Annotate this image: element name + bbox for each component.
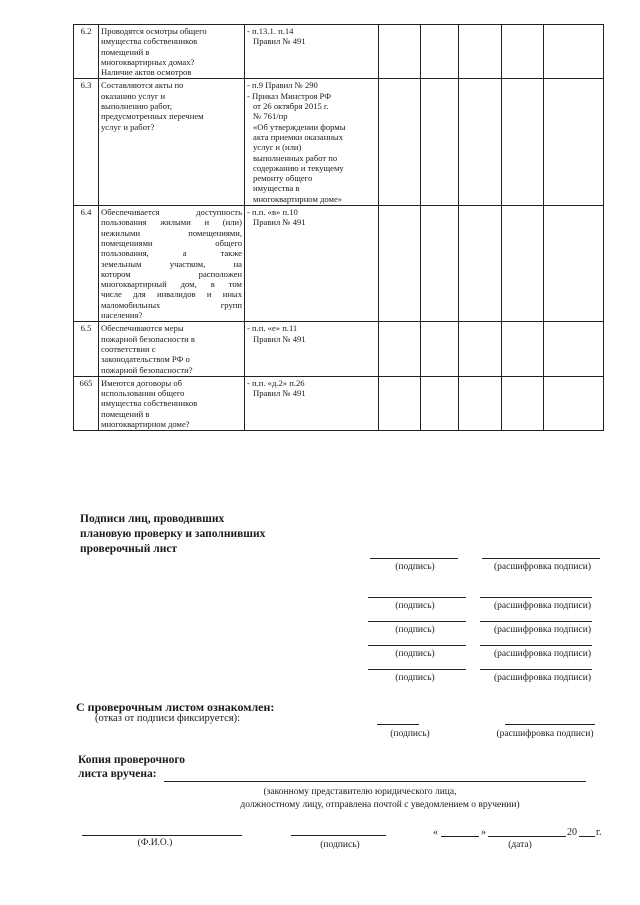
question-line: помещениями общего xyxy=(101,237,242,248)
comment-cell[interactable] xyxy=(544,79,604,206)
acquainted-heading: С проверочным листом ознакомлен: xyxy=(76,700,275,714)
reference-line: акта приемки оказанных xyxy=(253,131,344,142)
answer-extra-cell[interactable] xyxy=(502,25,544,79)
date-open-quote: « xyxy=(433,827,438,838)
copy-sign-line[interactable] xyxy=(291,835,386,836)
comment-cell[interactable] xyxy=(544,25,604,79)
question-line: многоквартирном доме? xyxy=(101,418,190,429)
decode-line[interactable] xyxy=(480,645,592,646)
answer-no-cell[interactable] xyxy=(421,376,459,430)
comment-cell[interactable] xyxy=(544,206,604,322)
signature-line[interactable] xyxy=(368,597,466,598)
question-line: выполнению работ, xyxy=(101,101,173,112)
question-line: населения? xyxy=(101,310,143,321)
reference-line: имущества в xyxy=(253,183,300,194)
signatures-heading-line-2: плановую проверку и заполнивших xyxy=(80,528,266,540)
signature-label: (подпись) xyxy=(395,562,435,572)
table-row xyxy=(74,79,604,206)
reference-line: - п.п. «е» п.11 xyxy=(247,323,298,334)
acquainted-sign-label: (подпись) xyxy=(390,729,430,739)
date-month-line[interactable] xyxy=(488,836,566,837)
row-number: 6.5 xyxy=(74,322,99,376)
answer-no-cell[interactable] xyxy=(421,206,459,322)
question-line: имущества собственников xyxy=(101,398,198,409)
reference-cell xyxy=(245,25,379,79)
question-line: числе для инвалидов и иных xyxy=(101,289,242,300)
reference-line: ремонту общего xyxy=(253,173,313,184)
answer-no-cell[interactable] xyxy=(421,79,459,206)
fio-line[interactable] xyxy=(82,835,242,836)
question-line: Составляются акты по xyxy=(101,80,184,91)
answer-extra-cell[interactable] xyxy=(502,376,544,430)
reference-line: многоквартирном доме» xyxy=(253,193,343,204)
signature-line[interactable] xyxy=(368,645,466,646)
copy-hint-2: должностному лицу, отправлена почтой с уведомлением о вручении) xyxy=(240,800,520,810)
reference-line: услуг и (или) xyxy=(253,142,302,153)
question-line: Наличие актов осмотров xyxy=(101,67,192,78)
question-cell xyxy=(99,206,245,322)
copy-recipient-line[interactable] xyxy=(164,781,586,782)
decode-label: (расшифровка подписи) xyxy=(494,601,591,611)
table-row xyxy=(74,376,604,430)
reference-cell xyxy=(245,322,379,376)
signatures-heading-line-3: проверочный лист xyxy=(80,543,178,555)
question-line: пользования жилыми и (или) xyxy=(101,217,242,228)
reference-line: - п.п. «в» п.10 xyxy=(247,207,298,218)
table-row xyxy=(74,206,604,322)
decode-label: (расшифровка подписи) xyxy=(494,625,591,635)
date-close-quote: » xyxy=(481,827,486,838)
reference-line: Правил № 491 xyxy=(253,388,306,399)
reference-line: - п.13.1. п.14 xyxy=(247,26,294,36)
answer-na-cell[interactable] xyxy=(459,206,502,322)
date-year-prefix: 20 xyxy=(567,827,577,838)
signature-label: (подпись) xyxy=(395,625,435,635)
decode-label: (расшифровка подписи) xyxy=(494,649,591,659)
comment-cell[interactable] xyxy=(544,376,604,430)
question-cell xyxy=(99,376,245,430)
reference-line: Правил № 491 xyxy=(253,36,306,47)
signature-label: (подпись) xyxy=(395,673,435,683)
question-line: использовании общего xyxy=(101,388,185,399)
question-line: имущества собственников xyxy=(101,36,198,47)
question-line: законодательством РФ о xyxy=(101,354,190,365)
date-year-line[interactable] xyxy=(579,836,595,837)
question-line: пожарной безопасности в xyxy=(101,333,195,344)
reference-line: Правил № 491 xyxy=(253,333,306,344)
row-number: 6.3 xyxy=(74,79,99,206)
signature-label: (подпись) xyxy=(395,649,435,659)
row-number: 665 xyxy=(74,376,99,430)
question-line: Обеспечиваются меры xyxy=(101,323,184,334)
answer-yes-cell[interactable] xyxy=(379,79,421,206)
answer-no-cell[interactable] xyxy=(421,322,459,376)
answer-yes-cell[interactable] xyxy=(379,206,421,322)
answer-extra-cell[interactable] xyxy=(502,79,544,206)
answer-na-cell[interactable] xyxy=(459,79,502,206)
reference-line: - п.п. «д.2» п.26 xyxy=(247,377,305,388)
question-line: помещений в xyxy=(101,46,150,57)
question-cell xyxy=(99,25,245,79)
copy-sign-label: (подпись) xyxy=(320,840,360,850)
decode-line[interactable] xyxy=(482,558,600,559)
checklist-table xyxy=(73,24,604,431)
question-line: многоквартирный дом, в том xyxy=(101,279,242,290)
answer-no-cell[interactable] xyxy=(421,25,459,79)
reference-cell xyxy=(245,376,379,430)
acquainted-decode-line[interactable] xyxy=(505,724,595,725)
question-line: предусмотренных перечнем xyxy=(101,111,204,122)
signatures-heading xyxy=(80,512,340,557)
reference-line: - Приказ Минстроя РФ xyxy=(247,90,331,101)
decode-label: (расшифровка подписи) xyxy=(494,673,591,683)
date-day-line[interactable] xyxy=(441,836,479,837)
reference-cell xyxy=(245,79,379,206)
row-number: 6.4 xyxy=(74,206,99,322)
table-row xyxy=(74,322,604,376)
signature-label: (подпись) xyxy=(395,601,435,611)
reference-line: - п.9 Правил № 290 xyxy=(247,80,318,91)
row-number: 6.2 xyxy=(74,25,99,79)
answer-na-cell[interactable] xyxy=(459,322,502,376)
question-line: пользования, а также xyxy=(101,248,242,259)
reference-cell xyxy=(245,206,379,322)
decode-line[interactable] xyxy=(480,621,592,622)
copy-heading-2: листа вручена: xyxy=(78,768,157,780)
question-line: многоквартирных домах? xyxy=(101,56,195,67)
question-cell xyxy=(99,79,245,206)
comment-cell[interactable] xyxy=(544,322,604,376)
question-line: земельным участком, на xyxy=(101,258,242,269)
question-cell xyxy=(99,322,245,376)
decode-line[interactable] xyxy=(480,669,592,670)
answer-yes-cell[interactable] xyxy=(379,25,421,79)
reference-line: от 26 октября 2015 г. xyxy=(253,101,329,112)
reference-line: содержанию и текущему xyxy=(253,162,344,173)
reference-line: «Об утверждении формы xyxy=(253,121,346,132)
acquainted-note: (отказ от подписи фиксируется): xyxy=(95,713,240,724)
reference-line: Правил № 491 xyxy=(253,217,306,228)
answer-extra-cell[interactable] xyxy=(502,322,544,376)
answer-yes-cell[interactable] xyxy=(379,376,421,430)
question-line: помещений в xyxy=(101,408,150,419)
reference-line: выполненных работ по xyxy=(253,152,338,163)
fio-label: (Ф.И.О.) xyxy=(137,838,173,848)
decode-line[interactable] xyxy=(480,597,592,598)
question-line: Обеспечивается доступность xyxy=(101,207,242,218)
table-row xyxy=(74,25,604,79)
date-year-suffix: г. xyxy=(596,827,602,838)
question-line: пожарной безопасности? xyxy=(101,364,193,375)
copy-hint-1: (законному представителю юридического лица, xyxy=(263,787,457,797)
date-label: (дата) xyxy=(508,840,532,850)
signature-line[interactable] xyxy=(370,558,458,559)
acquainted-decode-label: (расшифровка подписи) xyxy=(496,729,594,739)
copy-heading-1: Копия проверочного xyxy=(78,754,186,766)
checklist-table-body xyxy=(74,25,604,431)
question-line: услуг и работ? xyxy=(101,121,155,132)
decode-label: (расшифровка подписи) xyxy=(494,562,591,572)
answer-extra-cell[interactable] xyxy=(502,206,544,322)
question-line: Проводятся осмотры общего xyxy=(101,26,207,36)
answer-na-cell[interactable] xyxy=(459,376,502,430)
question-line: оказанию услуг и xyxy=(101,90,166,101)
answer-yes-cell[interactable] xyxy=(379,322,421,376)
signature-line[interactable] xyxy=(368,621,466,622)
signature-line[interactable] xyxy=(368,669,466,670)
question-line: котором расположен xyxy=(101,268,242,279)
acquainted-sign-line[interactable] xyxy=(377,724,419,725)
reference-line: № 761/пр xyxy=(253,111,288,122)
signatures-heading-line-1: Подписи лиц, проводивших xyxy=(80,513,225,525)
question-line: нежилыми помещениями, xyxy=(101,227,242,238)
question-line: Имеются договоры об xyxy=(101,377,183,388)
answer-na-cell[interactable] xyxy=(459,25,502,79)
question-line: соответствии с xyxy=(101,343,156,354)
question-line: маломобильных групп xyxy=(101,299,242,310)
